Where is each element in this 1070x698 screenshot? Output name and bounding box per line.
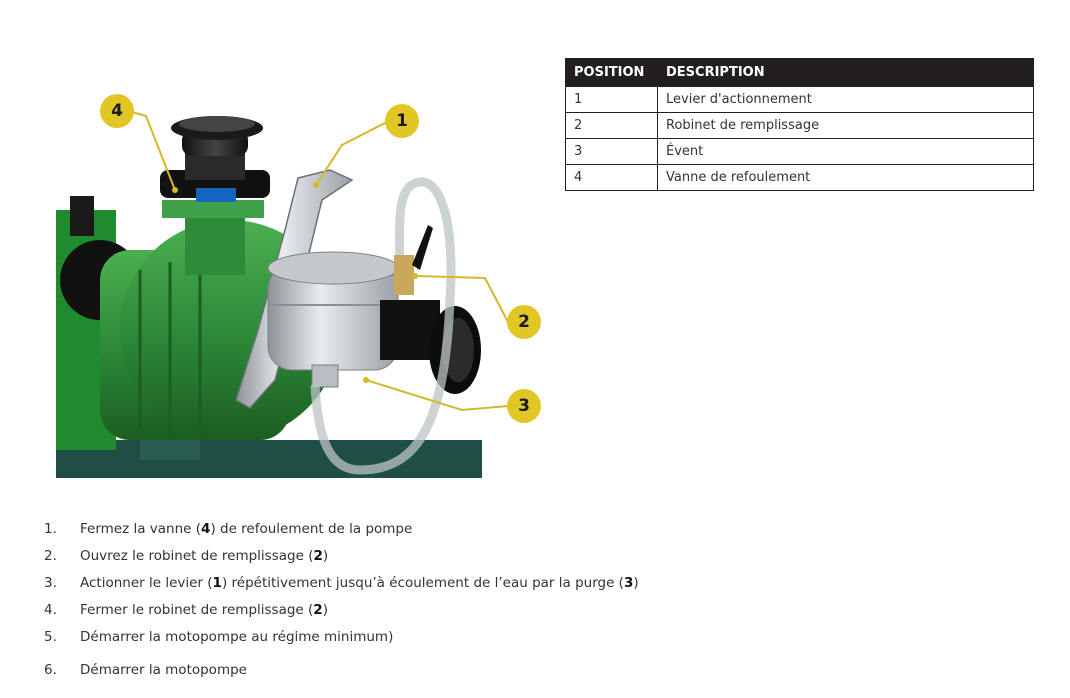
step-text: ) (322, 602, 328, 618)
step-number: 4. (44, 602, 57, 618)
cell-position: 4 (566, 165, 658, 191)
list-item (44, 573, 639, 600)
cell-description: Vanne de refoulement (658, 165, 1034, 191)
cell-position: 2 (566, 113, 658, 139)
step-ref: 2 (313, 548, 323, 564)
step-text: Démarrer la motopompe au régime minimum) (80, 629, 394, 645)
step-text: ) (322, 548, 329, 564)
header-description: DESCRIPTION (658, 58, 1034, 87)
step-number: 1. (44, 521, 57, 537)
step-text: ) (633, 575, 639, 591)
list-item (44, 627, 639, 654)
list-item (44, 519, 639, 546)
filling-tap (394, 255, 414, 295)
step-ref: 2 (313, 602, 323, 618)
step-number: 3. (44, 575, 57, 591)
table-row (566, 87, 1034, 113)
step-number: 5. (44, 629, 57, 645)
procedure-steps (44, 519, 639, 687)
step-ref: 1 (212, 575, 222, 591)
list-item (44, 546, 639, 573)
step-text: ) de refoulement de la pompe (210, 521, 413, 537)
step-number: 6. (44, 662, 57, 678)
table-row (566, 113, 1034, 139)
callout-1: 1 (385, 104, 419, 138)
cell-description: Levier d'actionnement (658, 87, 1034, 113)
cell-description: Évent (658, 139, 1034, 165)
step-text: Fermer le robinet de remplissage ( (80, 602, 314, 618)
step-text: Démarrer la motopompe (80, 662, 247, 678)
list-item (44, 660, 639, 687)
parts-table (565, 58, 1034, 191)
callout-3: 3 (507, 389, 541, 423)
table-header-row (566, 58, 1034, 87)
step-ref: 4 (201, 521, 211, 537)
header-position: POSITION (566, 58, 658, 87)
step-number: 2. (44, 548, 57, 564)
step-text: Ouvrez le robinet de remplissage ( (80, 548, 314, 564)
step-ref: 3 (623, 575, 634, 591)
step-text: Actionner le levier ( (80, 575, 213, 591)
callout-4: 4 (100, 94, 134, 128)
table-row (566, 139, 1034, 165)
pump-figure (0, 0, 560, 500)
pump-illustration (0, 0, 560, 500)
cell-position: 1 (566, 87, 658, 113)
list-item (44, 600, 639, 627)
callout-2: 2 (507, 305, 541, 339)
cell-description: Robinet de remplissage (658, 113, 1034, 139)
step-text: ) répétitivement jusqu’à écoulement de l’eau par la purge ( (221, 575, 624, 591)
step-text: Fermez la vanne ( (80, 521, 202, 537)
table-row (566, 165, 1034, 191)
cell-position: 3 (566, 139, 658, 165)
